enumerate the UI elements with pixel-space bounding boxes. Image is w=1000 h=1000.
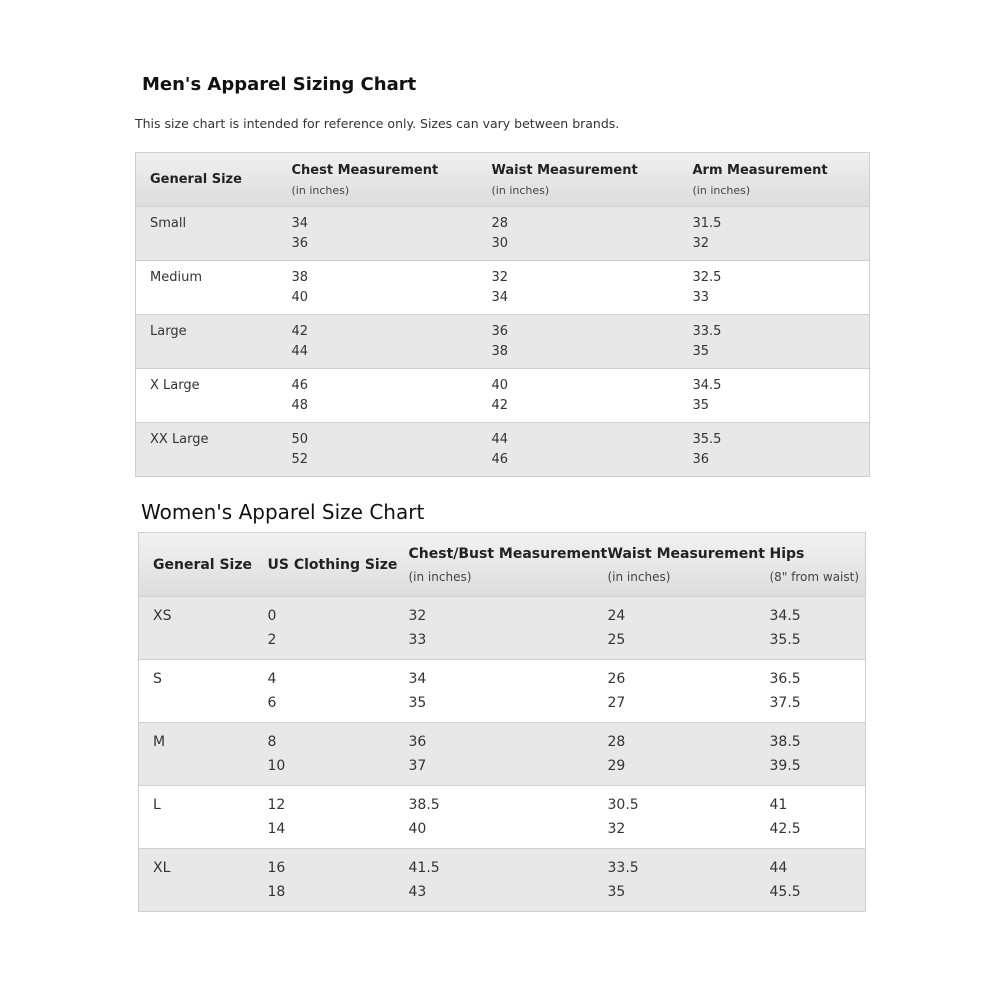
womens-size-table xyxy=(138,532,866,912)
mens-waist-cell: 44 46 xyxy=(491,432,509,467)
womens-hips-cell: 44 45.5 xyxy=(769,860,801,900)
mens-size-cell: Small xyxy=(150,216,187,231)
womens-hips-cell: 41 42.5 xyxy=(769,797,801,837)
womens-size-cell: L xyxy=(153,797,161,813)
table-row xyxy=(139,849,866,912)
mens-header-arm: Arm Measurement (in inches) xyxy=(693,153,870,207)
womens-bust-cell: 38.5 40 xyxy=(408,797,440,837)
table-row xyxy=(136,207,870,261)
mens-chart-title: Men's Apparel Sizing Chart xyxy=(142,74,417,95)
mens-waist-cell: 28 30 xyxy=(491,216,509,251)
table-row xyxy=(136,315,870,369)
mens-header-arm-unit: (in inches) xyxy=(692,183,751,197)
womens-bust-cell: 36 37 xyxy=(408,734,427,774)
mens-header-chest: Chest Measurement (in inches) xyxy=(292,153,492,207)
mens-waist-cell: 40 42 xyxy=(491,378,509,413)
womens-us-cell: 12 14 xyxy=(267,797,286,837)
womens-size-cell: XS xyxy=(153,608,172,624)
mens-arm-cell: 32.5 33 xyxy=(692,270,722,305)
mens-header-chest-unit: (in inches) xyxy=(291,183,350,197)
mens-header-waist-unit: (in inches) xyxy=(491,183,550,197)
mens-arm-cell: 35.5 36 xyxy=(692,432,722,467)
womens-us-cell: 4 6 xyxy=(267,671,277,711)
womens-waist-cell: 26 27 xyxy=(607,671,626,711)
mens-chart-note: This size chart is intended for reference only. Sizes can vary between brands. xyxy=(135,116,620,131)
mens-arm-cell: 33.5 35 xyxy=(692,324,722,359)
mens-size-cell: XX Large xyxy=(150,432,209,447)
womens-header-waist-unit: (in inches) xyxy=(607,569,671,584)
womens-header-hips-unit: (8" from waist) xyxy=(769,569,860,584)
table-row xyxy=(136,369,870,423)
womens-header-row xyxy=(139,533,866,597)
mens-size-cell: Large xyxy=(150,324,187,339)
table-row xyxy=(136,423,870,477)
womens-header-hips: Hips (8" from waist) xyxy=(770,533,866,597)
womens-header-general-size: General Size xyxy=(153,556,252,573)
mens-header-row xyxy=(136,153,870,207)
mens-size-cell: X Large xyxy=(150,378,200,393)
mens-header-waist: Waist Measurement (in inches) xyxy=(492,153,693,207)
mens-header-general-size: General Size xyxy=(150,172,242,187)
mens-waist-cell: 32 34 xyxy=(491,270,509,305)
womens-waist-cell: 30.5 32 xyxy=(607,797,639,837)
mens-chest-cell: 50 52 xyxy=(291,432,309,467)
womens-header-bust-unit: (in inches) xyxy=(408,569,472,584)
womens-hips-cell: 36.5 37.5 xyxy=(769,671,801,711)
table-row xyxy=(136,261,870,315)
table-row xyxy=(139,597,866,660)
womens-waist-cell: 28 29 xyxy=(607,734,626,774)
mens-chest-cell: 38 40 xyxy=(291,270,309,305)
mens-size-table xyxy=(135,152,870,477)
womens-waist-cell: 24 25 xyxy=(607,608,626,648)
table-row xyxy=(139,660,866,723)
table-row xyxy=(139,786,866,849)
womens-bust-cell: 41.5 43 xyxy=(408,860,440,900)
mens-arm-cell: 34.5 35 xyxy=(692,378,722,413)
womens-waist-cell: 33.5 35 xyxy=(607,860,639,900)
womens-size-cell: S xyxy=(153,671,162,687)
mens-chest-cell: 46 48 xyxy=(291,378,309,413)
womens-size-cell: XL xyxy=(153,860,171,876)
womens-us-cell: 0 2 xyxy=(267,608,277,648)
womens-hips-cell: 38.5 39.5 xyxy=(769,734,801,774)
womens-hips-cell: 34.5 35.5 xyxy=(769,608,801,648)
mens-arm-cell: 31.5 32 xyxy=(692,216,722,251)
womens-us-cell: 8 10 xyxy=(267,734,286,774)
table-row xyxy=(139,723,866,786)
mens-chest-cell: 34 36 xyxy=(291,216,309,251)
womens-header-waist: Waist Measurement (in inches) xyxy=(608,533,770,597)
womens-bust-cell: 34 35 xyxy=(408,671,427,711)
womens-chart-title: Women's Apparel Size Chart xyxy=(141,500,425,524)
womens-us-cell: 16 18 xyxy=(267,860,286,900)
mens-chest-cell: 42 44 xyxy=(291,324,309,359)
womens-header-bust: Chest/Bust Measurement (in inches) xyxy=(408,545,608,584)
mens-size-cell: Medium xyxy=(150,270,202,285)
mens-waist-cell: 36 38 xyxy=(491,324,509,359)
womens-size-cell: M xyxy=(153,734,166,750)
womens-bust-cell: 32 33 xyxy=(408,608,427,648)
womens-header-us-size: US Clothing Size xyxy=(267,556,398,573)
